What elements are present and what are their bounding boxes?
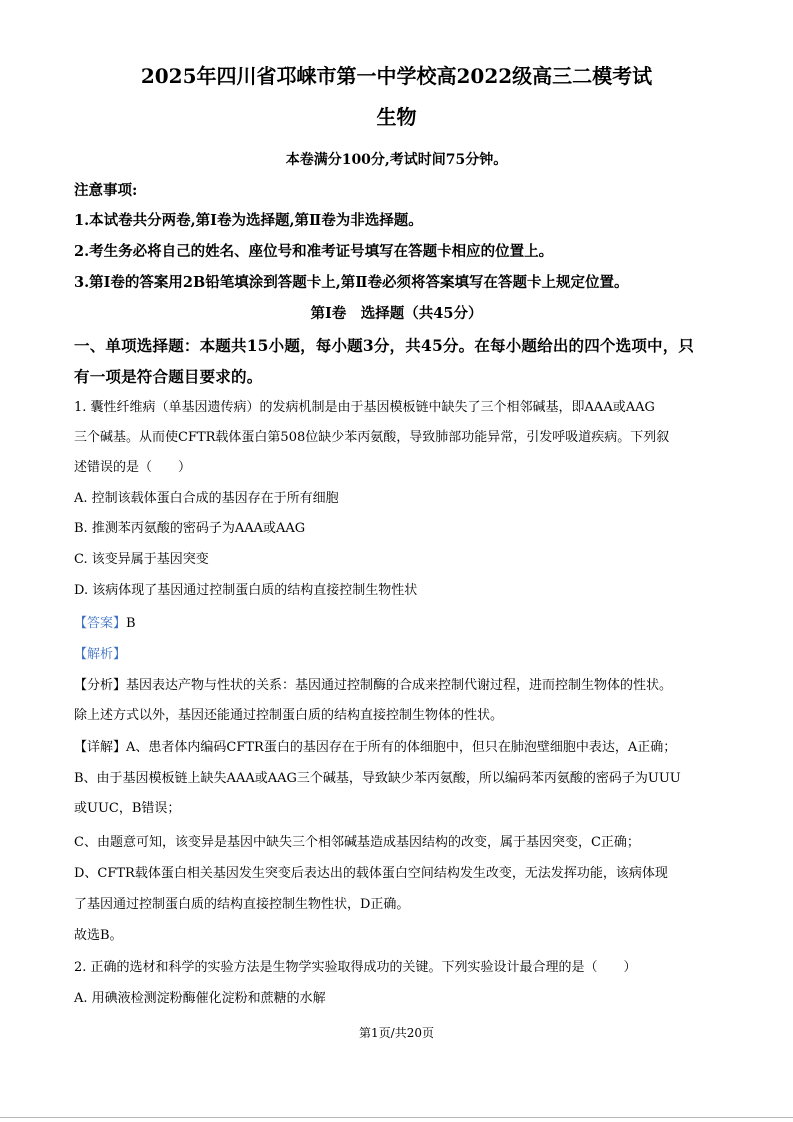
score-note: 本卷满分100分,考试时间75分钟。 [285,152,508,168]
question-stem: 三个碱基。从而使CFTR载体蛋白第508位缺少苯丙氨酸，导致肺部功能异常，引发呼吸道疾病。下列叙 [74,430,670,445]
answer-tag: 【答案】 [74,616,127,631]
part-instruction: 有一项是符合题目要求的。 [74,367,263,386]
analysis-text: 除上述方式以外，基因还能通过控制蛋白质的结构直接控制生物体的性状。 [74,708,504,723]
option-a: A. 用碘液检测淀粉酶催化淀粉和蔗糖的水解 [74,991,326,1006]
answer-line [74,614,136,634]
detail-text: B、由于基因模板链上缺失AAA或AAG三个碱基，导致缺少苯丙氨酸，所以编码苯丙氨酸的密码子为UUU [74,771,681,786]
detail-text: 故选B。 [74,928,123,943]
detail-text: D、CFTR载体蛋白相关基因发生突变后表达出的载体蛋白空间结构发生改变，无法发挥功能，该病体现 [74,866,668,881]
detail-text: 或UUC，B错误； [74,801,181,816]
option-c: C. 该变异属于基因突变 [74,552,209,567]
detail-text: 【详解】A、患者体内编码CFTR蛋白的基因存在于所有的体细胞中，但只在肺泡壁细胞中表达，A正确； [74,740,677,755]
notice-item: 3.第Ⅰ卷的答案用2B铅笔填涂到答题卡上,第Ⅱ卷必须将答案填写在答题卡上规定位置。 [74,274,629,291]
question-stem: 1. 囊性纤维病（单基因遗传病）的发病机制是由于基因模板链中缺失了三个相邻碱基，即AAA或AAG [74,400,655,415]
notice-heading: 注意事项: [74,182,138,199]
analysis-text: 【分析】基因表达产物与性状的关系：基因通过控制酶的合成来控制代谢过程，进而控制生物体的性状。 [74,678,673,693]
exam-title: 2025年四川省邛崃市第一中学校高2022级高三二模考试 [140,64,653,88]
detail-text: 了基因通过控制蛋白质的结构直接控制生物性状，D正确。 [74,897,410,912]
option-a: A. 控制该载体蛋白合成的基因存在于所有细胞 [74,491,339,506]
section-heading: 第Ⅰ卷 选择题（共45分） [310,305,483,322]
answer-value: B [126,616,136,631]
page-number: 第1页/共20页 [359,1026,434,1040]
part-instruction: 一、单项选择题：本题共15小题，每小题3分，共45分。在每小题给出的四个选项中，只 [74,336,695,355]
detail-text: C、由题意可知，该变异是基因中缺失三个相邻碱基造成基因结构的改变，属于基因突变，C正确； [74,835,640,850]
notice-item: 1.本试卷共分两卷,第Ⅰ卷为选择题,第Ⅱ卷为非选择题。 [74,212,423,229]
subject-title: 生物 [376,105,417,129]
option-b: B. 推测苯丙氨酸的密码子为AAA或AAG [74,521,306,536]
question-stem: 述错误的是（ ） [74,460,192,475]
bottom-divider [0,1117,793,1118]
notice-item: 2.考生务必将自己的姓名、座位号和准考证号填写在答题卡相应的位置上。 [74,243,554,260]
analysis-tag: 【解析】 [74,647,127,662]
option-d: D. 该病体现了基因通过控制蛋白质的结构直接控制生物性状 [74,583,418,598]
question-stem: 2. 正确的选材和科学的实验方法是生物学实验取得成功的关键。下列实验设计最合理的是（ ） [74,960,637,975]
